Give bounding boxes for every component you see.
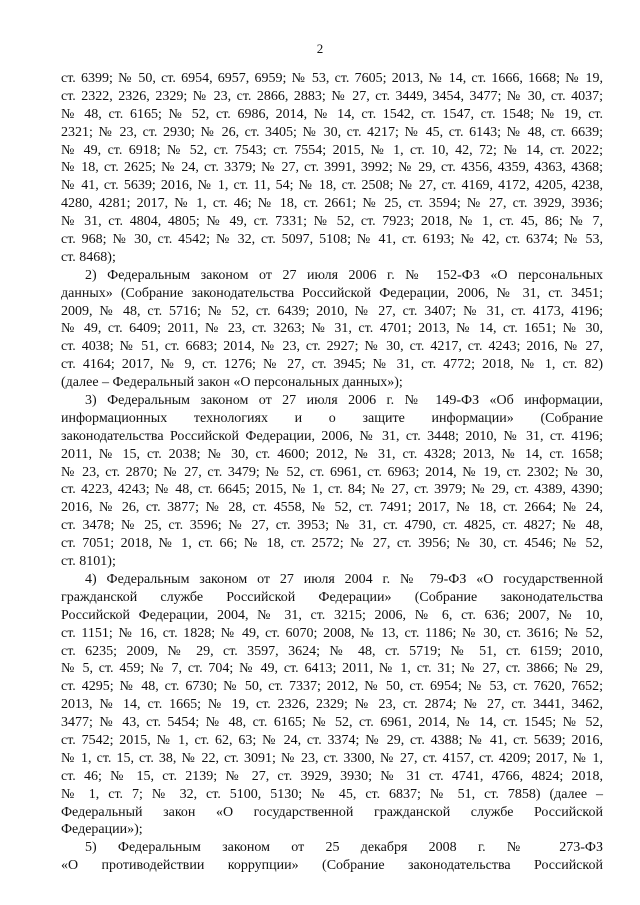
- text-line: ст. 4295; № 48, ст. 6730; № 50, ст. 7337; 2012, № 50, ст. 6954; № 53, ст. 7620, 7652;: [61, 679, 603, 695]
- text-line: ст. 46; № 15, ст. 2139; № 27, ст. 3929, 3930; № 31 ст. 4741, 4766, 4824; 2018,: [61, 768, 603, 784]
- text-line: 2011, № 15, ст. 2038; № 30, ст. 4600; 2012, № 31, ст. 4328; 2013, № 14, ст. 1658;: [61, 446, 603, 462]
- text-line: 2009, № 48, ст. 5716; № 52, ст. 6439; 2010, № 27, ст. 3407; № 31, ст. 4173, 4196;: [61, 303, 603, 319]
- text-line: 4280, 4281; 2017, № 1, ст. 46; № 18, ст. 2661; № 25, ст. 3594; № 27, ст. 3929, 3936;: [61, 196, 603, 212]
- text-line: Федерации»);: [61, 822, 143, 838]
- text-line: № 49, ст. 6918; № 52, ст. 7543; ст. 7554; 2015, № 1, ст. 10, 42, 72; № 14, ст. 2022;: [61, 142, 603, 158]
- text-line: 4) Федеральным законом от 27 июля 2004 г. № 79-ФЗ «О государственной: [85, 571, 603, 587]
- text-line: данных» (Собрание законодательства Российской Федерации, 2006, № 31, ст. 3451;: [61, 285, 603, 301]
- text-line: ст. 3478; № 25, ст. 3596; № 27, ст. 3953; № 31, ст. 4790, ст. 4825, ст. 4827; № 48,: [61, 518, 603, 534]
- text-line: гражданской службе Российской Федерации» (Собрание законодательства: [61, 589, 603, 605]
- text-line: 2321; № 23, ст. 2930; № 26, ст. 3405; № 30, ст. 4217; № 45, ст. 6143; № 48, ст. 6639;: [61, 124, 603, 140]
- text-line: № 18, ст. 2625; № 24, ст. 3379; № 27, ст. 3991, 3992; № 29, ст. 4356, 4359, 4363, 4368;: [61, 160, 603, 176]
- text-line: № 49, ст. 6409; 2011, № 23, ст. 3263; № 31, ст. 4701; 2013, № 14, ст. 1651; № 30,: [61, 321, 603, 337]
- text-line: ст. 8468);: [61, 249, 116, 265]
- text-line: ст. 2322, 2326, 2329; № 23, ст. 2866, 2883; № 27, ст. 3449, 3454, 3477; № 30, ст. 4037;: [61, 88, 603, 104]
- text-line: 2) Федеральным законом от 27 июля 2006 г. № 152-ФЗ «О персональных: [85, 267, 603, 283]
- text-line: ст. 1151; № 16, ст. 1828; № 49, ст. 6070; 2008, № 13, ст. 1186; № 30, ст. 3616; № 52,: [61, 625, 603, 641]
- text-line: ст. 4164; 2017, № 9, ст. 1276; № 27, ст. 3945; № 31, ст. 4772; 2018, № 1, ст. 82): [61, 357, 603, 373]
- text-line: Российской Федерации, 2004, № 31, ст. 3215; 2006, № 6, ст. 636; 2007, № 10,: [61, 607, 603, 623]
- text-line: № 1, ст. 7; № 32, ст. 5100, 5130; № 45, ст. 6837; № 51, ст. 7858) (далее –: [61, 786, 603, 802]
- page-number: 2: [316, 41, 324, 56]
- text-line: ст. 968; № 30, ст. 4542; № 32, ст. 5097, 5108; № 41, ст. 6193; № 42, ст. 6374; № 53,: [61, 232, 603, 248]
- body-text: [61, 70, 603, 875]
- text-line: ст. 7051; 2018, № 1, ст. 66; № 18, ст. 2572; № 27, ст. 3956; № 30, ст. 4546; № 52,: [61, 536, 603, 552]
- text-line: ст. 6235; 2009, № 29, ст. 3597, 3624; № 48, ст. 5719; № 51, ст. 6159; 2010,: [61, 643, 603, 659]
- text-line: № 48, ст. 6165; № 52, ст. 6986, 2014, № 14, ст. 1542, ст. 1547, ст. 1548; № 19, ст.: [61, 106, 603, 122]
- text-line: № 1, ст. 15, ст. 38, № 22, ст. 3091; № 23, ст. 3300, № 27, ст. 4157, ст. 4209; 2017, № 1,: [61, 750, 603, 766]
- text-line: «О противодействии коррупции» (Собрание законодательства Российской: [61, 858, 603, 874]
- text-line: 3477; № 43, ст. 5454; № 48, ст. 6165; № 52, ст. 6961, 2014, № 14, ст. 1545; № 52,: [61, 715, 603, 731]
- text-line: информационных технологиях и о защите информации» (Собрание: [61, 410, 603, 426]
- text-line: ст. 8101);: [61, 554, 116, 570]
- text-line: № 23, ст. 2870; № 27, ст. 3479; № 52, ст. 6961, ст. 6963; 2014, № 19, ст. 2302; № 30,: [61, 464, 603, 480]
- text-line: № 5, ст. 459; № 7, ст. 704; № 49, ст. 6413; 2011, № 1, ст. 31; № 27, ст. 3866; № 29,: [61, 661, 603, 677]
- text-line: Федеральный закон «О государственной гражданской службе Российской: [61, 804, 603, 820]
- text-line: 5) Федеральным законом от 25 декабря 2008 г. № 273-ФЗ: [85, 840, 603, 856]
- text-line: ст. 7542; 2015, № 1, ст. 62, 63; № 24, ст. 3374; № 29, ст. 4388; № 41, ст. 5639; 2016,: [61, 732, 603, 748]
- text-line: № 31, ст. 4804, 4805; № 49, ст. 7331; № 52, ст. 7923; 2018, № 1, ст. 45, 86; № 7,: [61, 214, 603, 230]
- text-line: ст. 4038; № 51, ст. 6683; 2014, № 23, ст. 2927; № 30, ст. 4217, ст. 4243; 2016, № 27,: [61, 339, 603, 355]
- text-line: № 41, ст. 5639; 2016, № 1, ст. 11, 54; № 18, ст. 2508; № 27, ст. 4169, 4172, 4205, 4238,: [61, 178, 603, 194]
- text-line: 2013, № 14, ст. 1665; № 19, ст. 2326, 2329; № 23, ст. 2874; № 27, ст. 3441, 3462,: [61, 697, 603, 713]
- text-line: 2016, № 26, ст. 3877; № 28, ст. 4558, № 52, ст. 7491; 2017, № 18, ст. 2664; № 24,: [61, 500, 603, 516]
- text-line: ст. 6399; № 50, ст. 6954, 6957, 6959; № 53, ст. 7605; 2013, № 14, ст. 1666, 1668; № 19,: [61, 71, 603, 86]
- text-line: (далее – Федеральный закон «О персональных данных»);: [61, 375, 403, 391]
- text-line: законодательства Российской Федерации, 2006, № 31, ст. 3448; 2010, № 31, ст. 4196;: [61, 428, 603, 444]
- text-line: 3) Федеральным законом от 27 июля 2006 г. № 149-ФЗ «Об информации,: [85, 393, 603, 409]
- text-line: ст. 4223, 4243; № 48, ст. 6645; 2015, № 1, ст. 84; № 27, ст. 3979; № 29, ст. 4389, 4390;: [61, 482, 603, 498]
